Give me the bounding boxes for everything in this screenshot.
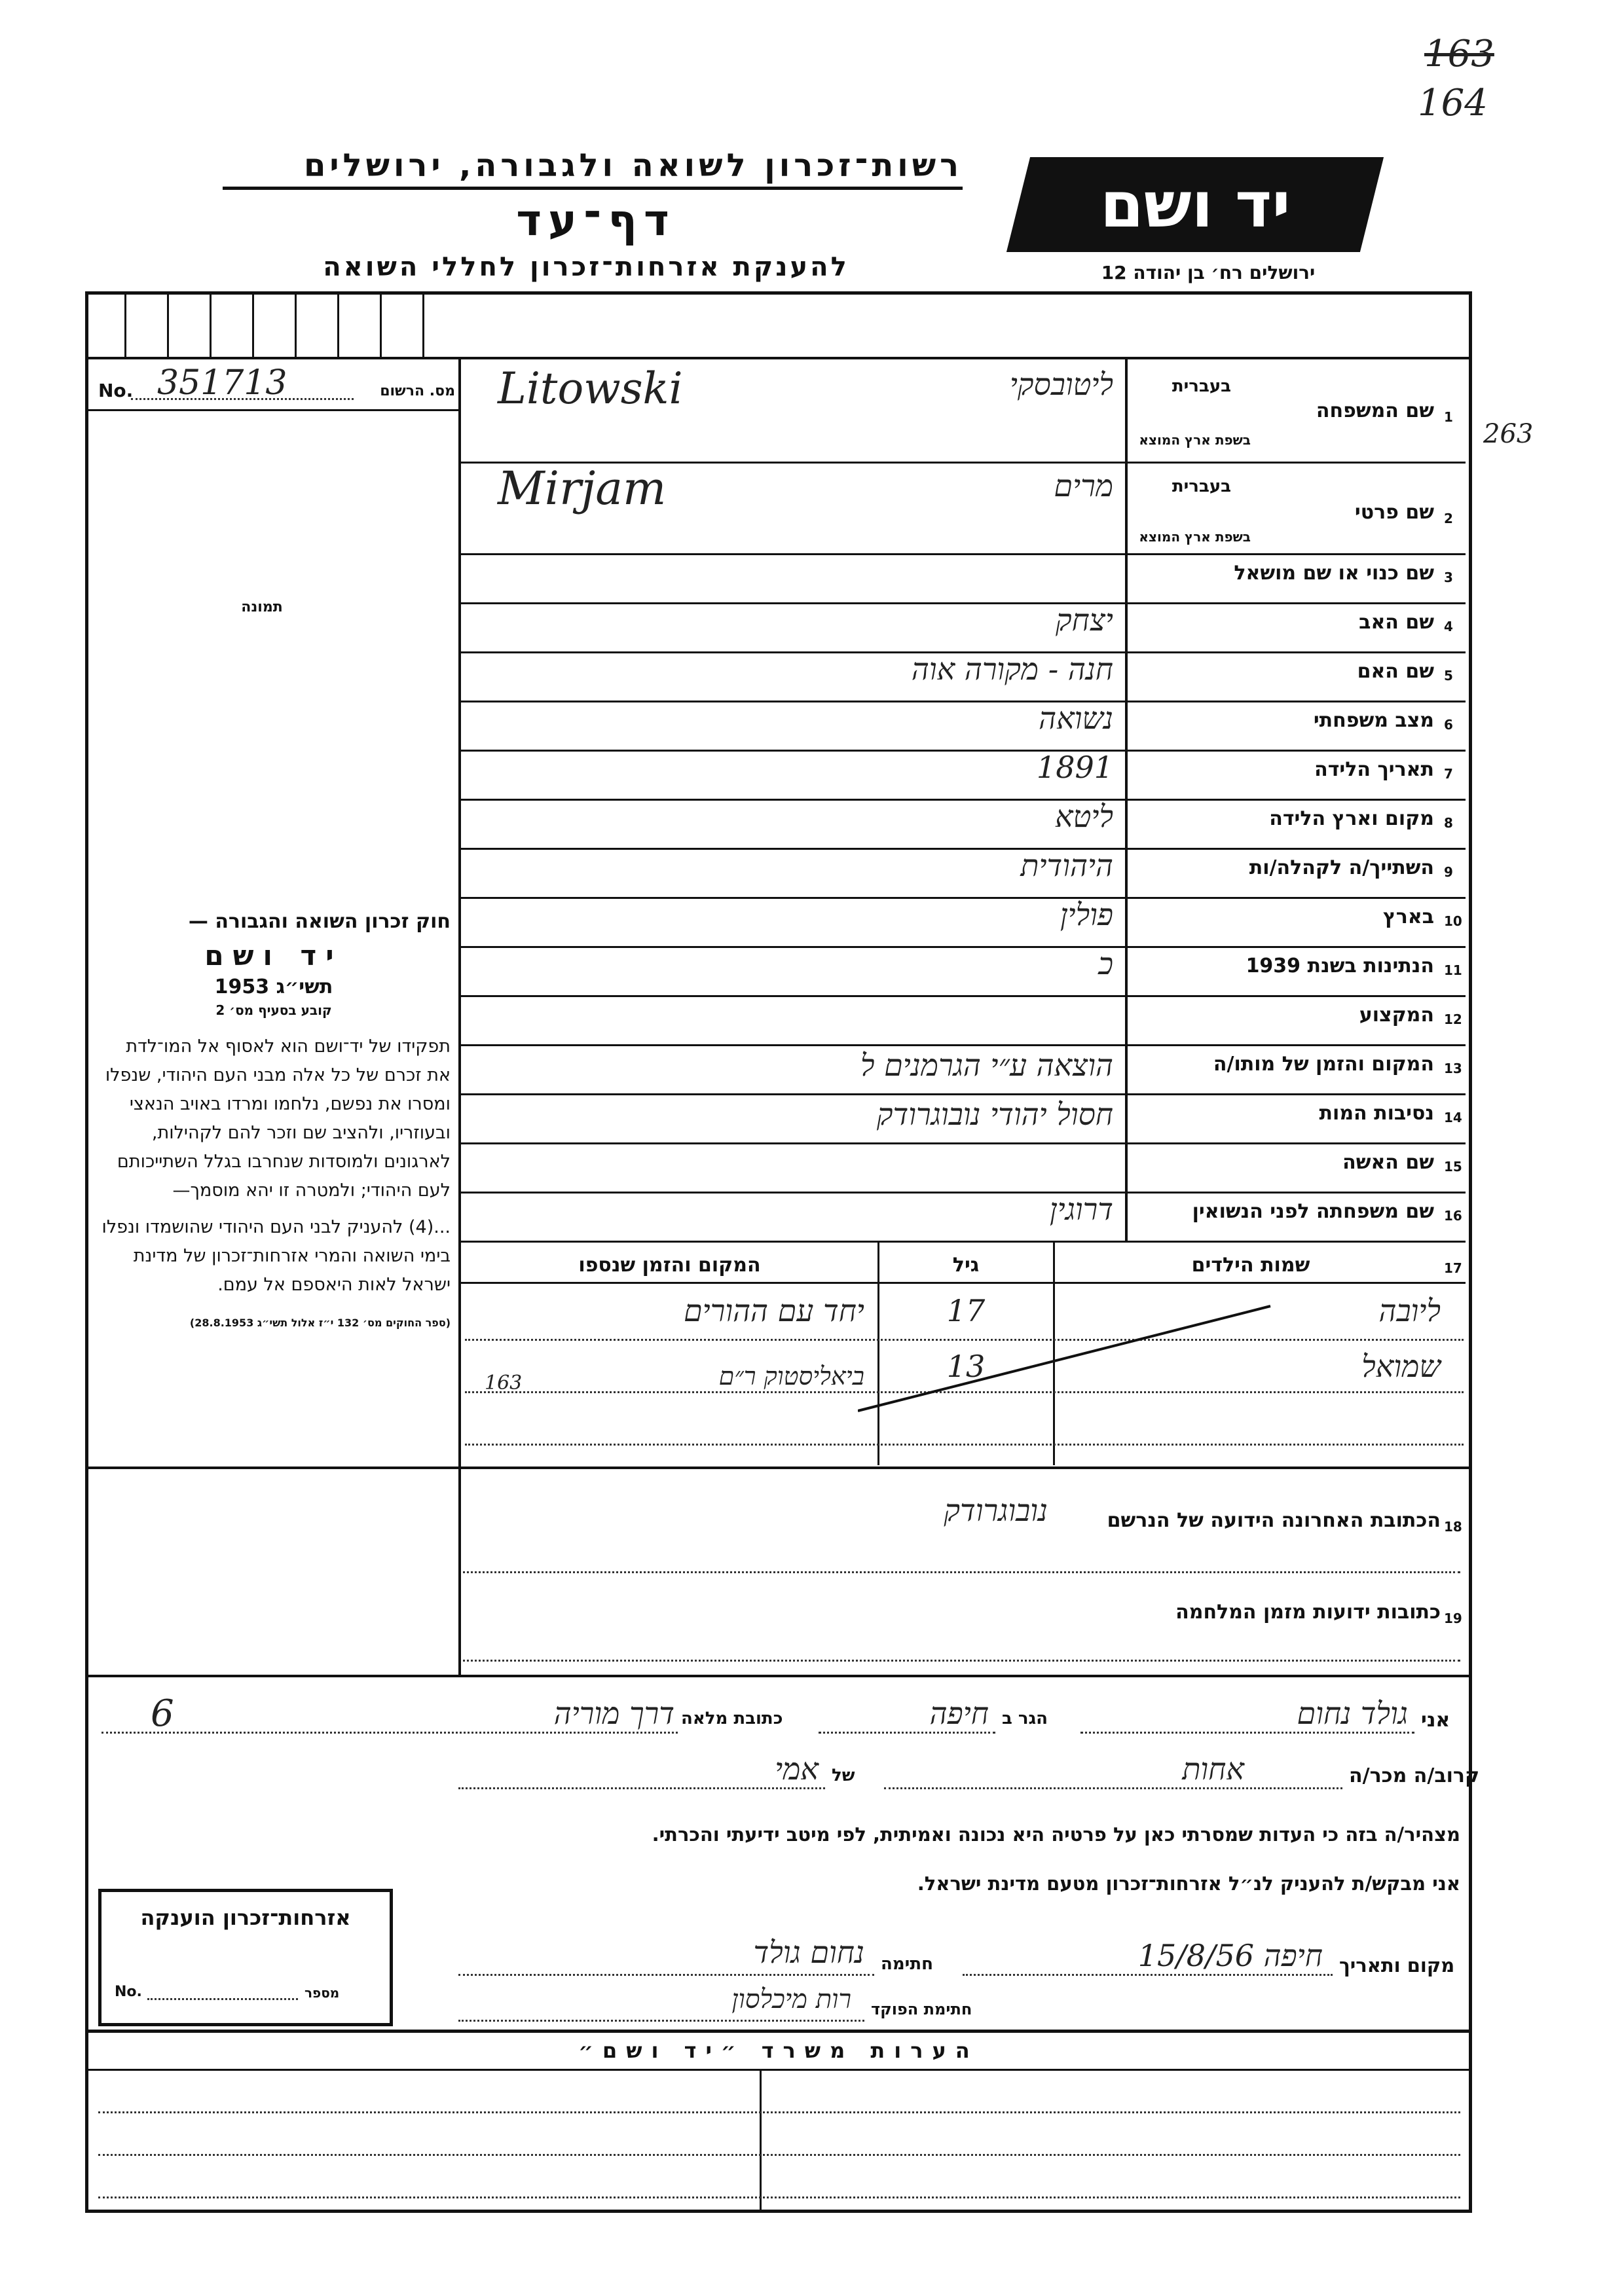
field-18-num: 18 <box>1444 1519 1462 1535</box>
field-14-label: נסיבות המות <box>1319 1102 1434 1125</box>
field-15-label: שם האשה <box>1342 1151 1434 1174</box>
field-10-label: בארץ <box>1382 905 1434 928</box>
field-4-label: שם האב <box>1359 611 1434 634</box>
field-1-num: 1 <box>1444 409 1453 425</box>
field-18-label: הכתובת האחרונה הידועה של הנרשם <box>1107 1509 1441 1532</box>
decl-city-value: חיפה <box>929 1696 989 1731</box>
children-note-number: 163 <box>485 1372 523 1394</box>
field-4-num: 4 <box>1444 619 1453 634</box>
field-6-label: מצב משפחתי <box>1313 709 1434 732</box>
field-13-num: 13 <box>1444 1061 1462 1076</box>
decl-ani: אני <box>1421 1709 1450 1732</box>
field-1-sub-origin: בשפת ארץ המוצא <box>1139 432 1251 448</box>
logo-text: יד ושם <box>1099 168 1291 242</box>
child-1-age: 17 <box>946 1293 986 1328</box>
field-2-sub-origin: בשפת ארץ המוצא <box>1139 529 1251 545</box>
field-8-label: מקום וארץ הלידה <box>1269 807 1434 830</box>
certificate-title: אזרחות־זכרון הוענקה <box>140 1905 351 1930</box>
child-1-name: ליובה <box>1378 1293 1441 1328</box>
remarks-box <box>85 2030 1472 2213</box>
field-2-num: 2 <box>1444 511 1453 526</box>
field-16-num: 16 <box>1444 1208 1462 1224</box>
field-17-num: 17 <box>1444 1260 1462 1276</box>
field-19-label: כתובות ידועות מזמן המלחמה <box>1175 1601 1441 1624</box>
field-14-value: חסול יהודי נובוגרודק <box>876 1097 1113 1132</box>
field-1-value-latin: Litowski <box>498 363 683 414</box>
field-7-label: תאריך הלידה <box>1314 758 1434 781</box>
struck-page-number: 163 <box>1424 33 1494 75</box>
field-11-num: 11 <box>1444 962 1462 978</box>
field-16-value: דרוגין <box>1049 1192 1113 1227</box>
law-year: תשי״ג 1953 <box>214 975 333 998</box>
field-11-value: כ <box>1098 946 1113 981</box>
field-19-num: 19 <box>1444 1611 1462 1626</box>
field-6-value: נשואה <box>1039 701 1113 736</box>
law-paragraph-2: ...(4) להעניק לבני העם היהודי שהושמדו ונפלו בימי השואה והמרי אזרחות־זכרון של מדינת ישראל לאות היאספם אל עמם. <box>101 1217 451 1295</box>
top-grid-boxes <box>88 295 462 357</box>
field-9-value: היהודית <box>1020 848 1113 883</box>
decl-address-number: 6 <box>151 1692 174 1735</box>
law-title: חוק זכרון השואה והגבורה — <box>188 910 451 933</box>
decl-relation-value: אחות <box>1182 1751 1244 1787</box>
child-1-place: יחד עם ההורים <box>683 1293 864 1328</box>
decl-statement-1: מצהיר/ה בזה כי העדות שמסרתי כאן על פרטיה היא נכונה ואמיתית, לפי מיטב ידיעתי והכרתי. <box>652 1823 1460 1846</box>
yad-vashem-logo <box>1006 157 1384 252</box>
field-13-label: המקום והזמן של מותו/ה <box>1213 1053 1434 1076</box>
decl-official-value: רות מיכלסון <box>731 1984 851 2014</box>
field-9-num: 9 <box>1444 864 1453 880</box>
law-name: יד ושם <box>204 939 343 972</box>
field-1-label: שם המשפחה <box>1316 399 1434 422</box>
field-2-value-latin: Mirjam <box>498 462 667 515</box>
children-strike-line <box>858 1300 1277 1417</box>
form-subtitle: להענקת אזרחות־זכרון לחללי השואה <box>323 252 849 282</box>
field-18-value: נובוגרודק <box>944 1493 1048 1528</box>
decl-name-value: גולד נחום <box>1297 1696 1408 1731</box>
decl-statement-2: אני מבקש/ת להעניק לנ״ל אזרחות־זכרון מטעם מדינת ישראל. <box>917 1872 1460 1895</box>
law-box <box>97 910 451 1329</box>
law-paragraph-1: תפקידו של יד־ושם הוא לאסוף אל המו־לדת את זכרם של כל אלה מבני העם היהודי, שנפלו ומסרו את נפשם, נלחמו ומרדו באויב הנאצי ובעוזריו, ולהציב שם וזכר להם לקהילות, לארגונים ולמוסדות שנחרבו בגלל השתייכותם לעם היהודי; ולמטרה זו יהא מוסמך— <box>105 1036 451 1201</box>
photo-placeholder-label: תמונה <box>241 599 283 615</box>
field-15-num: 15 <box>1444 1159 1462 1175</box>
field-5-num: 5 <box>1444 668 1453 683</box>
authority-title: רשות־זכרון לשואה ולגבורה, ירושלים <box>223 147 963 190</box>
field-3-num: 3 <box>1444 570 1453 585</box>
reg-no-label: No. <box>98 380 134 401</box>
field-11-label: הנתינות בשנת 1939 <box>1246 955 1434 977</box>
decl-address-value: דרך מוריה <box>553 1696 674 1731</box>
children-names-header: שמות הילדים <box>1191 1254 1310 1277</box>
children-note-place: ביאליסטוק ר״ם <box>718 1362 864 1391</box>
field-5-value: חנה - מקורה אוה <box>911 651 1113 687</box>
field-10-num: 10 <box>1444 913 1462 929</box>
field-12-label: המקצוע <box>1359 1004 1434 1027</box>
children-age-header: גיל <box>952 1254 980 1277</box>
field-7-value: 1891 <box>1036 750 1113 785</box>
law-reference: (ספר החוקים מס׳ 132 י״ז אלול תשי״ג 28.8.1953) <box>189 1317 451 1329</box>
remarks-title: הערות משרד ״יד ושם״ <box>578 2038 979 2063</box>
field-9-label: השתייך/ה לקהלה/ות <box>1249 856 1434 879</box>
law-clause: קובע בסעיף מס׳ 2 <box>215 1002 332 1018</box>
reg-number-label: מס. הרשום <box>380 383 455 399</box>
decl-of-value: אמי <box>775 1751 819 1787</box>
field-2-label: שם פרטי <box>1354 501 1434 524</box>
page-number: 164 <box>1418 82 1488 124</box>
children-place-header: המקום והזמן שנספו <box>578 1254 761 1277</box>
decl-relative-label: קרוב/ה מכר/ה <box>1349 1764 1480 1787</box>
certificate-no-label: No. <box>115 1984 142 2000</box>
field-8-value: ליטא <box>1055 799 1113 834</box>
field-4-value: יצחק <box>1055 602 1113 638</box>
form-title: דף־עד <box>516 195 676 246</box>
decl-official-label: חתימת הפוקד <box>871 2000 972 2018</box>
field-8-num: 8 <box>1444 815 1453 831</box>
decl-signature-value: נחום גולד <box>753 1935 864 1970</box>
field-14-num: 14 <box>1444 1110 1462 1125</box>
field-3-label: שם כנוי או שם מושאל <box>1234 562 1434 585</box>
field-10-value: פולין <box>1060 897 1113 932</box>
field-12-num: 12 <box>1444 1011 1462 1027</box>
field-5-label: שם האם <box>1357 660 1434 683</box>
decl-resides-label: הגר ב <box>1002 1709 1048 1728</box>
field-2-value: מרים <box>1054 468 1113 503</box>
decl-of-label: של <box>832 1766 855 1785</box>
certificate-num-label: מספר <box>304 1985 340 2001</box>
decl-signature-label: חתימה <box>881 1954 933 1974</box>
child-2-age: 13 <box>946 1349 986 1384</box>
margin-note: 263 <box>1483 419 1534 449</box>
field-13-value: הוצאה ע״י הגרמנים ל <box>860 1048 1113 1083</box>
field-6-num: 6 <box>1444 717 1453 733</box>
child-2-name: שמואל <box>1361 1349 1441 1384</box>
field-16-label: שם משפחתה לפני הנשואין <box>1192 1200 1434 1223</box>
certificate-box <box>98 1889 393 2026</box>
decl-place-date-value: חיפה 15/8/56 <box>1137 1938 1323 1973</box>
field-1-sub-hebrew: בעברית <box>1172 376 1231 396</box>
header-address: ירושלים רח׳ בן יהודה 12 <box>1101 262 1316 283</box>
decl-place-date-label: מקום ותאריך <box>1339 1954 1455 1977</box>
field-2-sub-hebrew: בעברית <box>1172 477 1231 496</box>
reg-number: 351713 <box>157 363 287 403</box>
decl-address-label: כתובת מלאה <box>681 1709 783 1728</box>
field-1-value: ליטובסקי <box>1009 367 1113 402</box>
field-7-num: 7 <box>1444 766 1453 782</box>
